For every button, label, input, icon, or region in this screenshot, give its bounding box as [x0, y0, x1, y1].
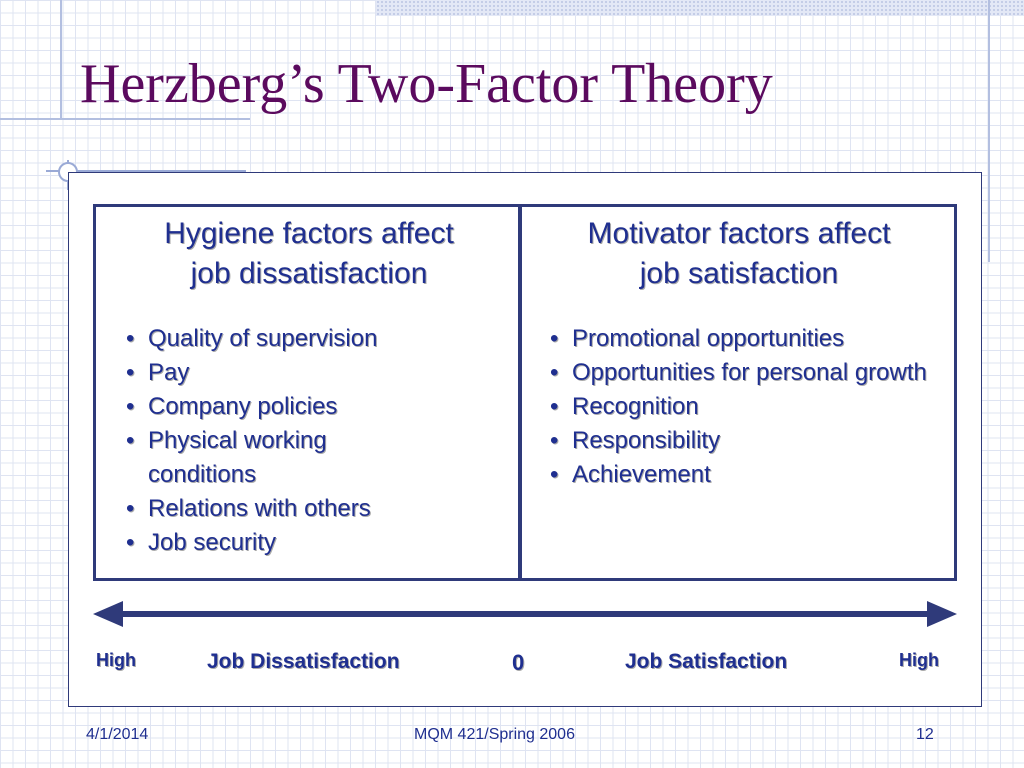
- hygiene-heading-line1: Hygiene factors affect: [164, 217, 454, 250]
- motivator-heading-line1: Motivator factors affect: [587, 217, 891, 250]
- list-item: • Responsibility: [548, 424, 928, 458]
- list-item: • Company policies: [124, 390, 424, 424]
- scale-right-end-label: High: [899, 650, 939, 670]
- list-item: • Physical working conditions: [124, 424, 424, 492]
- hygiene-heading: [100, 214, 518, 294]
- list-item: • Achievement: [548, 458, 928, 492]
- double-headed-arrow-icon: [93, 599, 957, 629]
- footer-page-number: 12: [916, 726, 934, 743]
- hygiene-factors-column: [100, 214, 518, 556]
- decorative-line: [0, 118, 250, 120]
- list-item: • Promotional opportunities: [548, 322, 928, 356]
- motivator-factors-column: [528, 214, 950, 488]
- decorative-top-band: [376, 0, 1024, 16]
- scale-zero-label: 0: [512, 650, 525, 675]
- list-item: • Quality of supervision: [124, 322, 424, 356]
- slide-title: Herzberg’s Two-Factor Theory: [80, 53, 773, 115]
- hygiene-factors-list: [124, 322, 424, 560]
- scale-left-end-label: High: [96, 650, 136, 670]
- motivator-factors-list: [548, 322, 928, 492]
- decorative-line: [60, 0, 62, 118]
- decorative-line: [988, 0, 990, 262]
- scale-dissatisfaction-label: Job Dissatisfaction: [207, 650, 400, 673]
- list-item: • Opportunities for personal growth: [548, 356, 928, 390]
- list-item: • Relations with others: [124, 492, 424, 526]
- hygiene-heading-line2: job dissatisfaction: [190, 257, 428, 290]
- list-item: • Recognition: [548, 390, 928, 424]
- factors-divider: [518, 204, 522, 581]
- scale-satisfaction-label: Job Satisfaction: [625, 650, 788, 673]
- list-item: • Job security: [124, 526, 424, 560]
- motivator-heading: [528, 214, 950, 294]
- footer-course: MQM 421/Spring 2006: [414, 726, 575, 743]
- list-item: • Pay: [124, 356, 424, 390]
- motivator-heading-line2: job satisfaction: [639, 257, 839, 290]
- footer-date: 4/1/2014: [86, 726, 149, 743]
